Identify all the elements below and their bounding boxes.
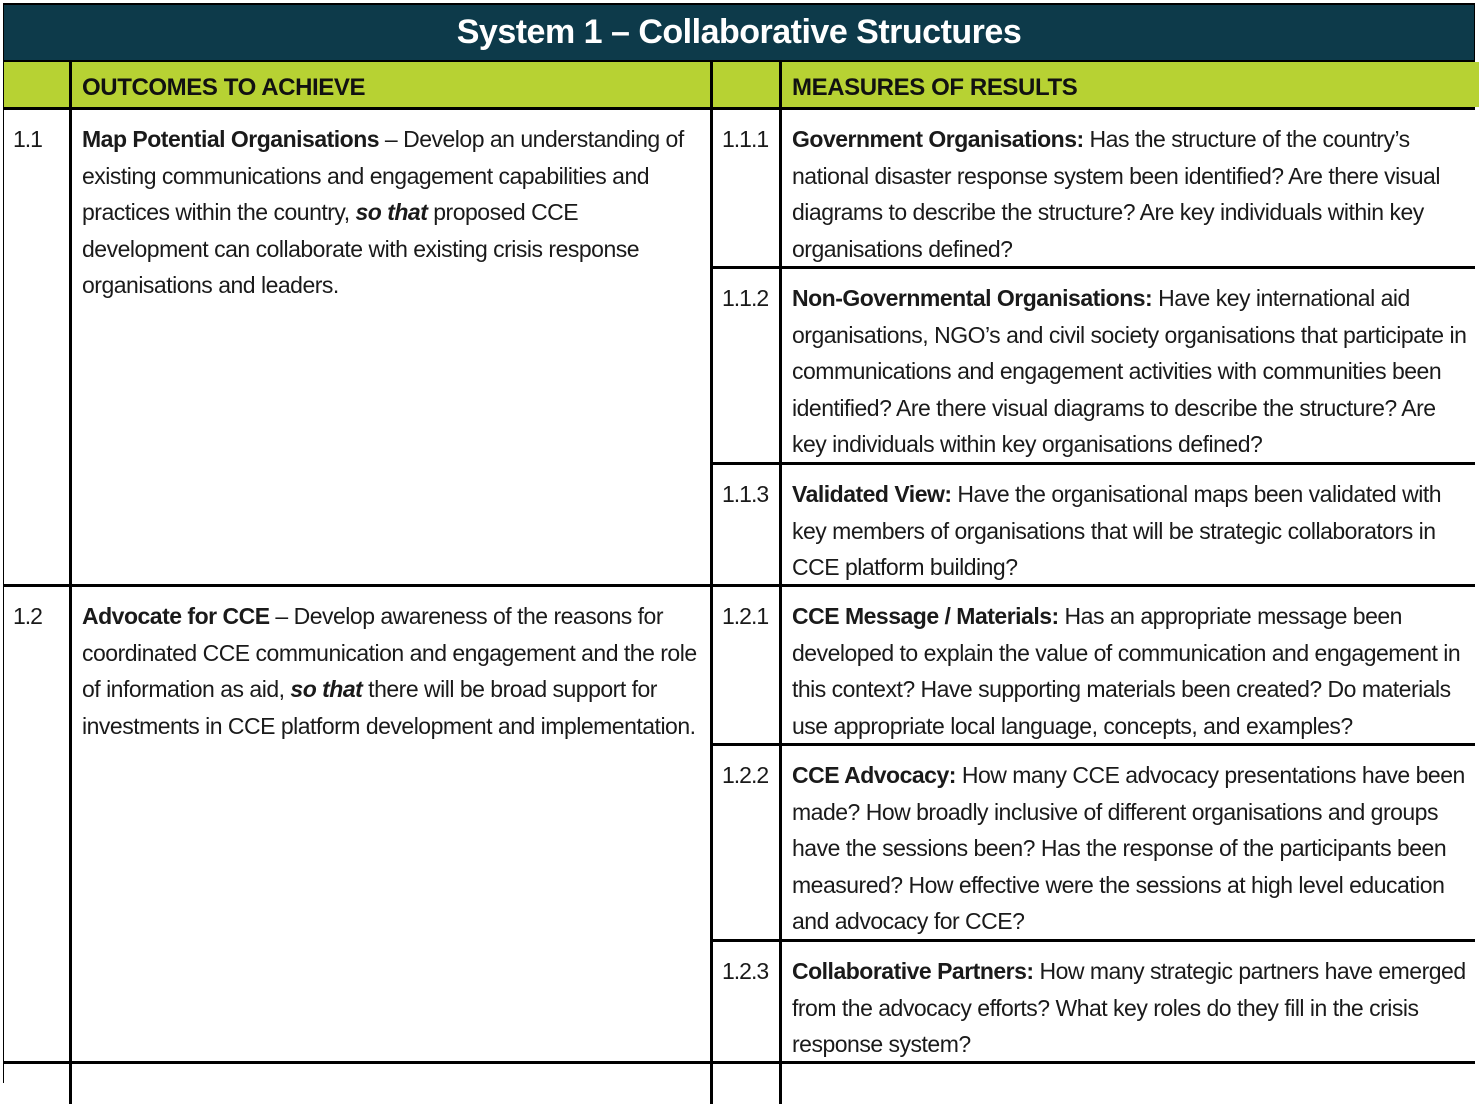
outcome-desc-a: – Develop an understanding of existing communications and engagement capabilities and practices within the country, (82, 126, 684, 226)
outcome-emphasis: so that (355, 199, 428, 226)
measure-text (782, 942, 1479, 1061)
outcome-desc-b: there will be broad support for investments in CCE platform development and implementation. (82, 676, 696, 739)
measure-text (782, 465, 1479, 584)
measure-desc: Has an appropriate message been developed to explain the value of communication and engagement in this context? Have supporting materials been created? Do materials use appropriate local language, concepts, and examples? (792, 603, 1461, 739)
page-title: System 1 – Collaborative Structures (4, 5, 1474, 60)
outcome-text (72, 110, 710, 584)
next-row-cell (4, 1064, 69, 1104)
measure-desc: Has the structure of the country’s national disaster response system been identified? Are there visual diagrams to describe the structure? Are key individuals within key organisations defined? (792, 126, 1440, 262)
measure-number: 1.1.3 (713, 465, 779, 584)
outcomes-measures-table (4, 62, 1474, 1104)
measure-text (782, 269, 1479, 462)
measure-number: 1.2.2 (713, 746, 779, 939)
measure-number: 1.1.1 (713, 110, 779, 266)
outcome-desc-a: – Develop awareness of the reasons for coordinated CCE communication and engagement and the role of information as aid, (82, 603, 697, 703)
measure-desc: How many CCE advocacy presentations have been made? How broadly inclusive of different organisations and groups have the sessions been? Has the response of the participants been measured? How effective were the sessions at high level education and advocacy for CCE? (792, 762, 1465, 935)
measure-text (782, 110, 1479, 266)
measure-text (782, 746, 1479, 939)
outcome-text (72, 587, 710, 1061)
outcome-desc-b: proposed CCE development can collaborate with existing crisis response organisations and leaders. (82, 199, 640, 299)
measure-title: Validated View: (792, 481, 952, 507)
outcome-emphasis: so that (290, 676, 363, 703)
outcome-title: Advocate for CCE (82, 603, 270, 629)
next-row-cell (713, 1064, 779, 1104)
outcome-title: Map Potential Organisations (82, 126, 380, 152)
header-outcomes: OUTCOMES TO ACHIEVE (72, 62, 710, 107)
outcome-number: 1.2 (4, 587, 69, 1061)
outcome-number: 1.1 (4, 110, 69, 584)
header-blank-2 (713, 62, 779, 107)
header-measures: MEASURES OF RESULTS (782, 62, 1479, 107)
measure-desc: How many strategic partners have emerged from the advocacy efforts? What key roles do they fill in the crisis response system? (792, 958, 1466, 1058)
measure-desc: Have the organisational maps been validated with key members of organisations that will be strategic collaborators in CCE platform building? (792, 481, 1442, 581)
header-blank-1 (4, 62, 69, 107)
measure-number: 1.1.2 (713, 269, 779, 462)
measure-desc: Have key international aid organisations, NGO’s and civil society organisations that participate in communications and engagement activities with communities been identified? Are there visual diagrams to describe the structure? Are key individuals within key organisations defined? (792, 285, 1467, 458)
measure-title: CCE Message / Materials: (792, 603, 1059, 629)
measure-title: Non-Governmental Organisations: (792, 285, 1153, 311)
measure-number: 1.2.3 (713, 942, 779, 1061)
measure-title: Collaborative Partners: (792, 958, 1034, 984)
next-row-cell (72, 1064, 710, 1104)
measure-title: Government Organisations: (792, 126, 1084, 152)
measure-title: CCE Advocacy: (792, 762, 956, 788)
measure-number: 1.2.1 (713, 587, 779, 743)
measure-text (782, 587, 1479, 743)
next-row-cell (782, 1064, 1479, 1104)
